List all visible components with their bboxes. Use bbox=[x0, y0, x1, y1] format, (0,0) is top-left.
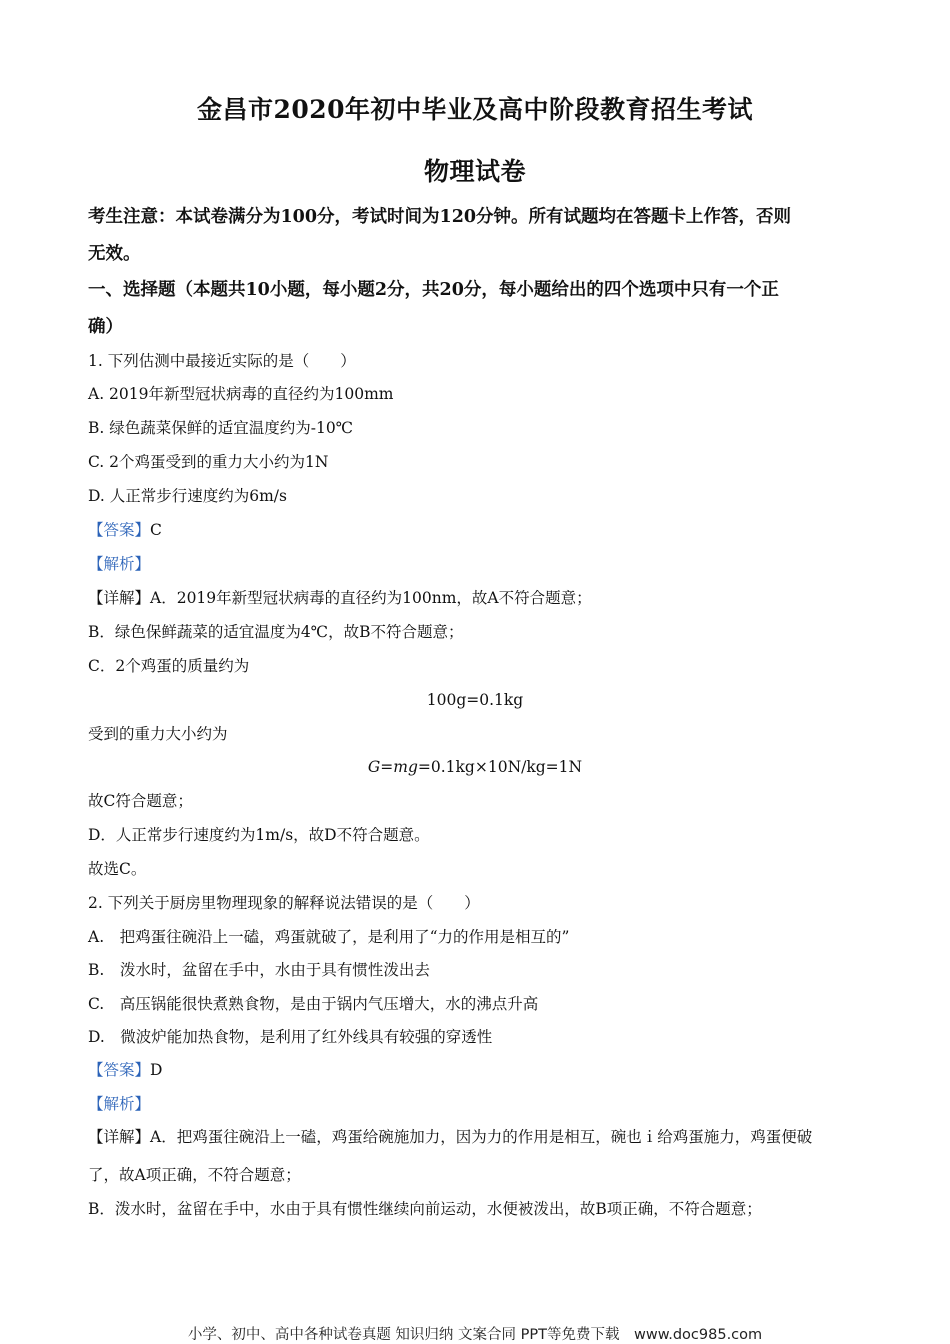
q2-detail-a-line-2: 了，故A项正确，不符合题意； bbox=[88, 1166, 301, 1184]
q1-option-a: A. 2019年新型冠状病毒的直径约为100mm bbox=[88, 385, 394, 403]
q1-detail-d: D．人正常步行速度约为1m/s，故D不符合题意。 bbox=[88, 826, 430, 844]
q2-detail-a-line-1 bbox=[88, 1127, 812, 1147]
notice-line-2: 无效。 bbox=[88, 244, 141, 264]
q1-detail-b: B．绿色保鲜蔬菜的适宜温度为4℃，故B不符合题意； bbox=[88, 623, 464, 641]
exam-subtitle: 物理试卷 bbox=[423, 157, 526, 186]
detail-tag: 【详解】 bbox=[88, 589, 151, 607]
q2-detail-b: B．泼水时，盆留在手中，水由于具有惯性继续向前运动，水便被泼出，故B项正确，不符合题意； bbox=[88, 1200, 762, 1218]
section-heading-line-2: 确） bbox=[88, 317, 123, 337]
q1-detail-c: C．2个鸡蛋的质量约为 bbox=[88, 657, 250, 675]
eq-equals: = bbox=[380, 758, 394, 776]
q1-option-c: C. 2个鸡蛋受到的重力大小约为1N bbox=[88, 453, 329, 471]
q2-option-d: D. 微波炉能加热食物，是利用了红外线具有较强的穿透性 bbox=[88, 1028, 493, 1046]
detail-tag: 【详解】 bbox=[88, 1128, 151, 1146]
q1-detail-a bbox=[88, 588, 592, 608]
section-heading-line-1: 一、选择题（本题共10小题，每小题2分，共20分，每小题给出的四个选项中只有一个正 bbox=[88, 280, 779, 300]
answer-tag: 【答案】 bbox=[88, 521, 151, 539]
q1-c-conclusion: 故C符合题意； bbox=[88, 792, 193, 810]
q2-option-c: C. 高压锅能很快煮熟食物，是由于锅内气压增大，水的沸点升高 bbox=[88, 995, 539, 1013]
answer-tag: 【答案】 bbox=[88, 1061, 151, 1079]
q2-option-b: B. 泼水时，盆留在手中，水由于具有惯性泼出去 bbox=[88, 961, 430, 979]
q1-equation-weight bbox=[0, 757, 950, 777]
q1-weight-text: 受到的重力大小约为 bbox=[88, 725, 228, 743]
q1-equation-mass: 100g=0.1kg bbox=[426, 691, 524, 709]
q1-choose: 故选C。 bbox=[88, 860, 147, 878]
notice-line-1: 考生注意：本试卷满分为100分，考试时间为120分钟。所有试题均在答题卡上作答，否则 bbox=[88, 207, 792, 227]
answer-value: D bbox=[150, 1061, 163, 1079]
q1-option-d: D. 人正常步行速度约为6m/s bbox=[88, 487, 287, 505]
answer-value: C bbox=[150, 521, 162, 539]
eq-symbol-mg: mg bbox=[393, 758, 418, 776]
eq-rest: =0.1kg×10N/kg=1N bbox=[417, 758, 583, 776]
page-footer: 小学、初中、高中各种试卷真题 知识归纳 文案合同 PPT等免费下载 www.doc985.com bbox=[187, 1327, 763, 1343]
detail-a-text: A．把鸡蛋往碗沿上一磕，鸡蛋给碗施加力，因为力的作用是相互，碗也ｉ给鸡蛋施力，鸡蛋便破 bbox=[150, 1128, 813, 1146]
q1-analysis-tag: 【解析】 bbox=[88, 555, 151, 573]
q2-answer bbox=[88, 1060, 162, 1080]
detail-a-text: A．2019年新型冠状病毒的直径约为100nm，故A不符合题意； bbox=[150, 589, 592, 607]
q1-answer bbox=[88, 520, 162, 540]
q2-option-a: A. 把鸡蛋往碗沿上一磕，鸡蛋就破了，是利用了“力的作用是相互的” bbox=[88, 928, 570, 946]
exam-title: 金昌市2020年初中毕业及高中阶段教育招生考试 bbox=[196, 95, 754, 124]
q1-option-b: B. 绿色蔬菜保鲜的适宜温度约为-10℃ bbox=[88, 419, 354, 437]
q1-stem: 1. 下列估测中最接近实际的是（ ） bbox=[88, 352, 356, 370]
q2-analysis-tag: 【解析】 bbox=[88, 1095, 151, 1113]
eq-symbol-g: G bbox=[367, 758, 381, 776]
q2-stem: 2. 下列关于厨房里物理现象的解释说法错误的是（ ） bbox=[88, 894, 480, 912]
